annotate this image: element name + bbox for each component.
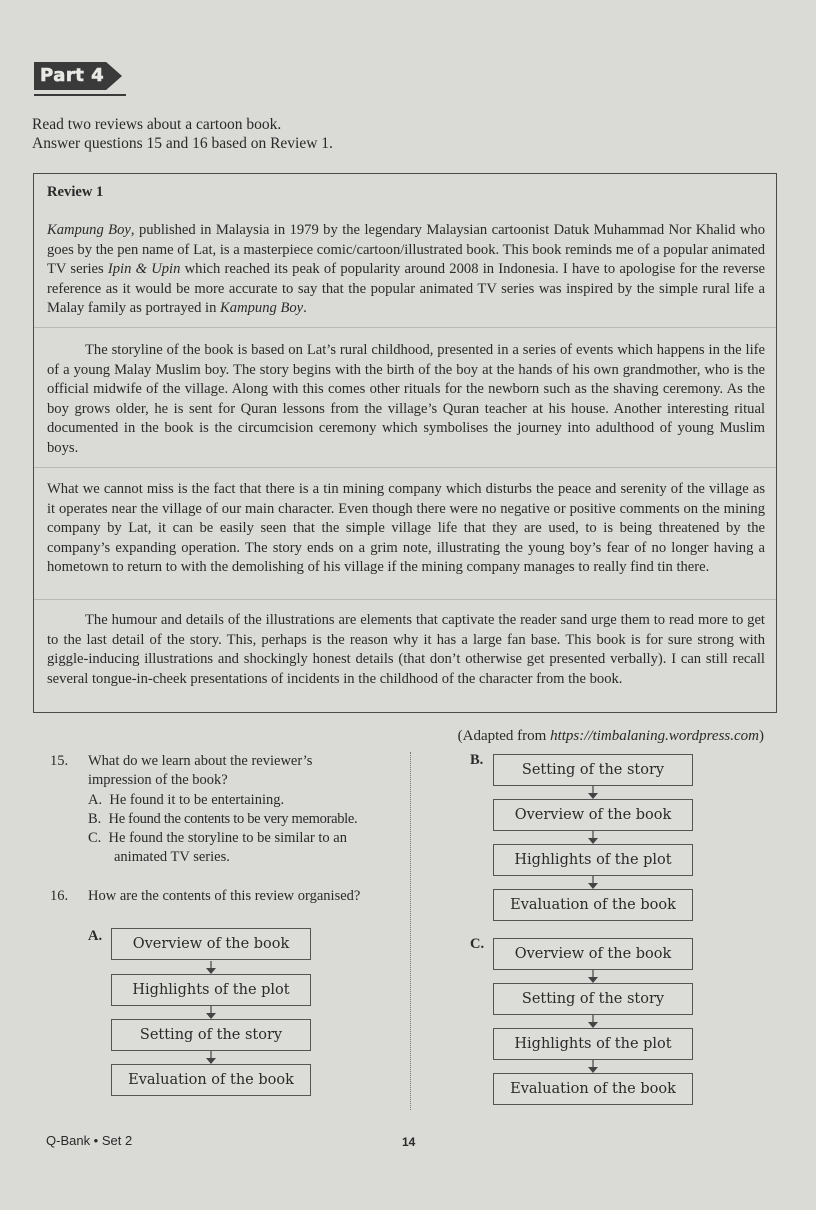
q16-a-step-3: Setting of the story xyxy=(111,1019,311,1051)
q16-b-step-3: Highlights of the plot xyxy=(493,844,693,876)
review-p1-text-a: , published in Malaysia in 1979 by the legendary Malaysian cartoonist Datuk Muhammad Nor Khalid who goes by the pen name of Lat, is a masterpiece comic/cartoon/illustrated book. This book reminds me of a popular animated TV series xyxy=(47,222,765,277)
q15-option-a-text: He found it to be entertaining. xyxy=(109,792,285,808)
arrow-down-icon xyxy=(588,970,598,984)
q16-c-step-2: Setting of the story xyxy=(493,983,693,1015)
series-title: Ipin & Upin xyxy=(107,261,181,277)
review-divider-2 xyxy=(34,467,776,468)
arrow-down-icon xyxy=(588,1060,598,1074)
source-url: https://timbalaning.wordpress.com xyxy=(550,728,759,744)
q16-option-c-letter: C. xyxy=(470,936,485,952)
q15-option-a-letter: A. xyxy=(88,792,103,808)
arrow-down-icon xyxy=(588,1015,598,1029)
q15-option-c-text: He found the storyline to be similar to an xyxy=(108,830,347,846)
part-label-underline xyxy=(34,94,126,96)
part-label-tag xyxy=(34,62,126,98)
review-paragraph-4: The humour and details of the illustrations are elements that captivate the reader sand urge them to read more to get to the last detail of the story. This, perhaps is the reason why it has a large fan base. This book is for sure strong with giggle-inducing illustrations and shockingly honest details (that don’t otherwise get presented verbally). I can still recall several tongue-in-cheek presentations of incidents in the childhood of the character from the book. xyxy=(47,612,765,687)
q16-option-b-letter: B. xyxy=(470,752,484,768)
q16-c-step-4: Evaluation of the book xyxy=(493,1073,693,1105)
q15-stem-line-2: impression of the book? xyxy=(88,772,228,788)
q15-option-a xyxy=(88,791,284,811)
review-box xyxy=(33,173,777,713)
part-label-text: Part 4 xyxy=(40,65,105,86)
footer-series-label: Q-Bank • Set 2 xyxy=(46,1133,133,1148)
review-paragraph-1 xyxy=(47,221,765,319)
review-p1-text-b: which reached its peak of popularity around 2008 in Indonesia. I have to apologise for the reverse reference as it would be more accurate to say that the popular animated TV series was inspired by the simple rural life a Malay family as portrayed in xyxy=(47,261,765,316)
q16-b-step-4: Evaluation of the book xyxy=(493,889,693,921)
q16-b-step-2: Overview of the book xyxy=(493,799,693,831)
arrow-down-icon xyxy=(206,961,216,975)
arrow-down-icon xyxy=(206,1006,216,1020)
q16-stem: How are the contents of this review organised? xyxy=(88,888,361,904)
q15-option-b xyxy=(88,810,357,830)
book-title-2: Kampung Boy xyxy=(220,300,304,316)
q16-c-step-1: Overview of the book xyxy=(493,938,693,970)
instruction-line-2: Answer questions 15 and 16 based on Review 1. xyxy=(32,135,333,152)
review-paragraph-2: The storyline of the book is based on Lat’s rural childhood, presented in a series of events which happens in the life of a young Malay Muslim boy. The story begins with the birth of the boy at the hands of his own grandmother, who is the official midwife of the village. Along with this comes other rituals for the newborn such as the shaving ceremony. As the boy grows older, he is sent for Quran lessons from the village’s Quran teacher at his house. Another interesting ritual documented in the book is the circumcision ceremony which symbolises the journey into adulthood of young Muslim boys. xyxy=(47,342,765,456)
source-citation xyxy=(458,728,764,745)
review-title: Review 1 xyxy=(47,184,104,200)
source-suffix: ) xyxy=(759,728,764,744)
q16-number: 16. xyxy=(50,888,69,904)
page-number: 14 xyxy=(402,1135,416,1149)
review-p1-end: . xyxy=(303,300,307,316)
arrow-down-icon xyxy=(206,1051,216,1065)
book-title: Kampung Boy xyxy=(47,222,131,238)
q16-c-step-3: Highlights of the plot xyxy=(493,1028,693,1060)
column-divider xyxy=(410,752,411,1110)
review-divider-3 xyxy=(34,599,776,600)
source-prefix: (Adapted from xyxy=(457,728,551,744)
q16-a-step-1: Overview of the book xyxy=(111,928,311,960)
q16-option-a-letter: A. xyxy=(88,928,103,944)
q15-option-b-text: He found the contents to be very memorable. xyxy=(108,811,358,827)
arrow-down-icon xyxy=(588,831,598,845)
arrow-down-icon xyxy=(588,786,598,800)
q15-option-b-letter: B. xyxy=(88,811,102,827)
q16-a-step-2: Highlights of the plot xyxy=(111,974,311,1006)
arrow-down-icon xyxy=(588,876,598,890)
q15-stem-line-1: What do we learn about the reviewer’s xyxy=(88,753,313,769)
q16-b-step-1: Setting of the story xyxy=(493,754,693,786)
q16-a-step-4: Evaluation of the book xyxy=(111,1064,311,1096)
q15-option-c-letter: C. xyxy=(88,830,102,846)
q15-option-c xyxy=(88,829,347,849)
q15-option-c-line-2: animated TV series. xyxy=(114,849,230,865)
review-divider-1 xyxy=(34,327,776,328)
q15-number: 15. xyxy=(50,753,69,769)
instruction-line-1: Read two reviews about a cartoon book. xyxy=(32,116,282,133)
review-paragraph-3: What we cannot miss is the fact that there is a tin mining company which disturbs the peace and serenity of the village as it operates near the village of our main character. Even though there were no negative or positive comments on the mining company by Lat, it can be easily seen that the simple village life that they are used, to is being threatened by the company’s expanding operation. The story ends on a grim note, illustrating the young boy’s fear of no longer having a hometown to return to with the demolishing of his village if the mining company manages to really find tin there. xyxy=(47,481,765,575)
